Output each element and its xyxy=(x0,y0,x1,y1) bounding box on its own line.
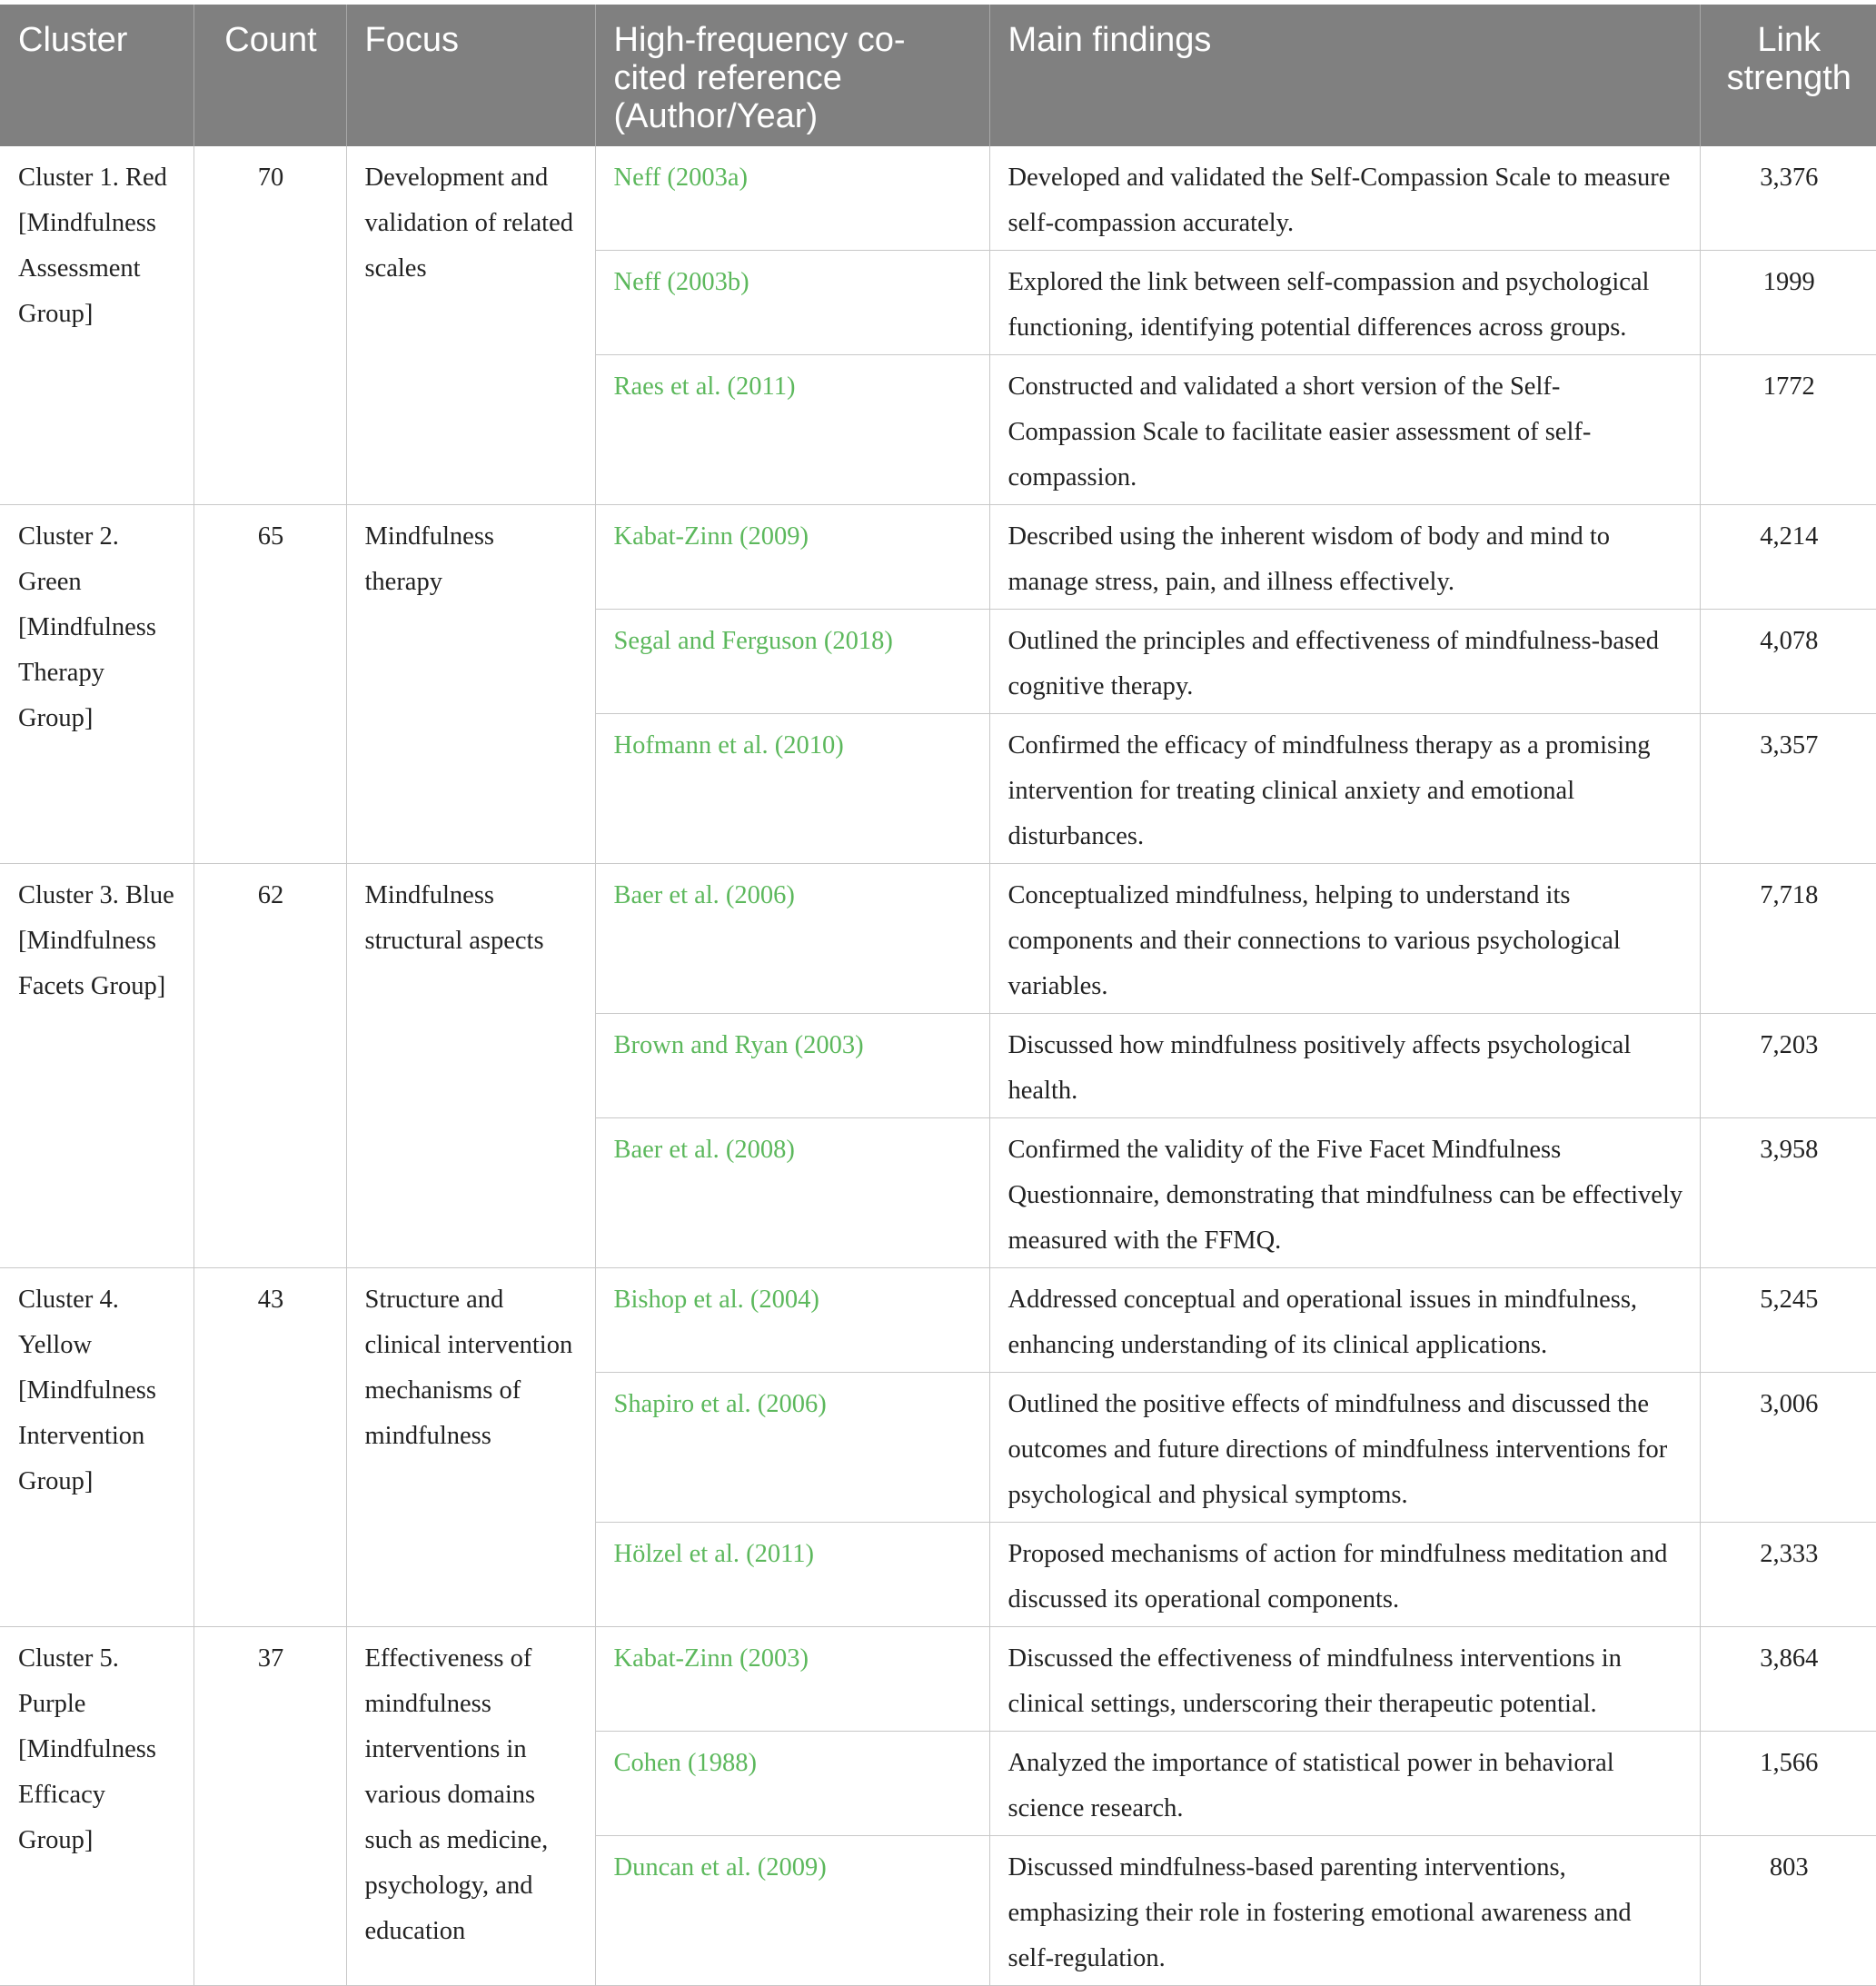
cluster-label: Cluster 3. Blue [Mindfulness Facets Group] xyxy=(0,864,194,1268)
reference-link[interactable]: Neff (2003a) xyxy=(595,146,989,251)
reference-link[interactable]: Neff (2003b) xyxy=(595,251,989,355)
link-strength: 7,718 xyxy=(1700,864,1876,1014)
reference-link[interactable]: Baer et al. (2006) xyxy=(595,864,989,1014)
reference-link[interactable]: Hölzel et al. (2011) xyxy=(595,1523,989,1627)
main-finding: Explored the link between self-compassion and psychological functioning, identifying potential differences across groups. xyxy=(989,251,1700,355)
link-strength: 5,245 xyxy=(1700,1268,1876,1373)
main-finding: Discussed the effectiveness of mindfulness interventions in clinical settings, underscoring their therapeutic potential. xyxy=(989,1627,1700,1732)
reference-link[interactable]: Shapiro et al. (2006) xyxy=(595,1373,989,1523)
main-finding: Discussed mindfulness-based parenting interventions, emphasizing their role in fostering emotional awareness and self-regulation. xyxy=(989,1836,1700,1986)
cluster-focus: Development and validation of related scales xyxy=(346,146,595,505)
link-strength: 7,203 xyxy=(1700,1014,1876,1118)
cluster-label: Cluster 4. Yellow [Mindfulness Intervention Group] xyxy=(0,1268,194,1627)
cluster-label: Cluster 1. Red [Mindfulness Assessment Group] xyxy=(0,146,194,505)
main-finding: Discussed how mindfulness positively affects psychological health. xyxy=(989,1014,1700,1118)
link-strength: 2,333 xyxy=(1700,1523,1876,1627)
cluster-count: 70 xyxy=(194,146,346,505)
link-strength: 4,078 xyxy=(1700,610,1876,714)
reference-link[interactable]: Hofmann et al. (2010) xyxy=(595,714,989,864)
reference-link[interactable]: Raes et al. (2011) xyxy=(595,355,989,505)
main-finding: Confirmed the validity of the Five Facet Mindfulness Questionnaire, demonstrating that mindfulness can be effectively measured with the FFMQ. xyxy=(989,1118,1700,1268)
cluster-count: 43 xyxy=(194,1268,346,1627)
link-strength: 1999 xyxy=(1700,251,1876,355)
cluster-focus: Mindfulness therapy xyxy=(346,505,595,864)
link-strength: 4,214 xyxy=(1700,505,1876,610)
main-finding: Confirmed the efficacy of mindfulness therapy as a promising intervention for treating clinical anxiety and emotional disturbances. xyxy=(989,714,1700,864)
cluster-label: Cluster 5. Purple [Mindfulness Efficacy Group] xyxy=(0,1627,194,1986)
table-row xyxy=(0,1627,1876,1732)
header-cluster: Cluster xyxy=(0,5,194,146)
table-row xyxy=(0,505,1876,610)
main-finding: Developed and validated the Self-Compassion Scale to measure self-compassion accurately. xyxy=(989,146,1700,251)
main-finding: Constructed and validated a short version of the Self-Compassion Scale to facilitate easier assessment of self-compassion. xyxy=(989,355,1700,505)
link-strength: 3,376 xyxy=(1700,146,1876,251)
reference-link[interactable]: Bishop et al. (2004) xyxy=(595,1268,989,1373)
co-citation-cluster-table xyxy=(0,5,1876,1986)
reference-link[interactable]: Brown and Ryan (2003) xyxy=(595,1014,989,1118)
header-focus: Focus xyxy=(346,5,595,146)
main-finding: Described using the inherent wisdom of body and mind to manage stress, pain, and illness effectively. xyxy=(989,505,1700,610)
main-finding: Outlined the principles and effectiveness of mindfulness-based cognitive therapy. xyxy=(989,610,1700,714)
cluster-focus: Structure and clinical intervention mechanisms of mindfulness xyxy=(346,1268,595,1627)
cluster-count: 37 xyxy=(194,1627,346,1986)
reference-link[interactable]: Duncan et al. (2009) xyxy=(595,1836,989,1986)
cluster-focus: Mindfulness structural aspects xyxy=(346,864,595,1268)
header-count: Count xyxy=(194,5,346,146)
table-row xyxy=(0,1268,1876,1373)
cluster-label: Cluster 2. Green [Mindfulness Therapy Group] xyxy=(0,505,194,864)
main-finding: Addressed conceptual and operational issues in mindfulness, enhancing understanding of its clinical applications. xyxy=(989,1268,1700,1373)
cluster-focus: Effectiveness of mindfulness interventions in various domains such as medicine, psychology, and education xyxy=(346,1627,595,1986)
link-strength: 803 xyxy=(1700,1836,1876,1986)
header-link-strength: Link strength xyxy=(1700,5,1876,146)
reference-link[interactable]: Kabat-Zinn (2009) xyxy=(595,505,989,610)
reference-link[interactable]: Kabat-Zinn (2003) xyxy=(595,1627,989,1732)
link-strength: 3,357 xyxy=(1700,714,1876,864)
table-row xyxy=(0,146,1876,251)
header-findings: Main findings xyxy=(989,5,1700,146)
table-row xyxy=(0,864,1876,1014)
header-row xyxy=(0,5,1876,146)
link-strength: 3,864 xyxy=(1700,1627,1876,1732)
reference-link[interactable]: Segal and Ferguson (2018) xyxy=(595,610,989,714)
cluster-count: 65 xyxy=(194,505,346,864)
link-strength: 1772 xyxy=(1700,355,1876,505)
link-strength: 1,566 xyxy=(1700,1732,1876,1836)
main-finding: Outlined the positive effects of mindfulness and discussed the outcomes and future directions of mindfulness interventions for psychological and physical symptoms. xyxy=(989,1373,1700,1523)
table-body xyxy=(0,146,1876,1986)
link-strength: 3,006 xyxy=(1700,1373,1876,1523)
cluster-count: 62 xyxy=(194,864,346,1268)
reference-link[interactable]: Cohen (1988) xyxy=(595,1732,989,1836)
link-strength: 3,958 xyxy=(1700,1118,1876,1268)
reference-link[interactable]: Baer et al. (2008) xyxy=(595,1118,989,1268)
main-finding: Conceptualized mindfulness, helping to understand its components and their connections to various psychological variables. xyxy=(989,864,1700,1014)
main-finding: Proposed mechanisms of action for mindfulness meditation and discussed its operational components. xyxy=(989,1523,1700,1627)
header-reference: High-frequency co-cited reference (Author/Year) xyxy=(595,5,989,146)
main-finding: Analyzed the importance of statistical power in behavioral science research. xyxy=(989,1732,1700,1836)
